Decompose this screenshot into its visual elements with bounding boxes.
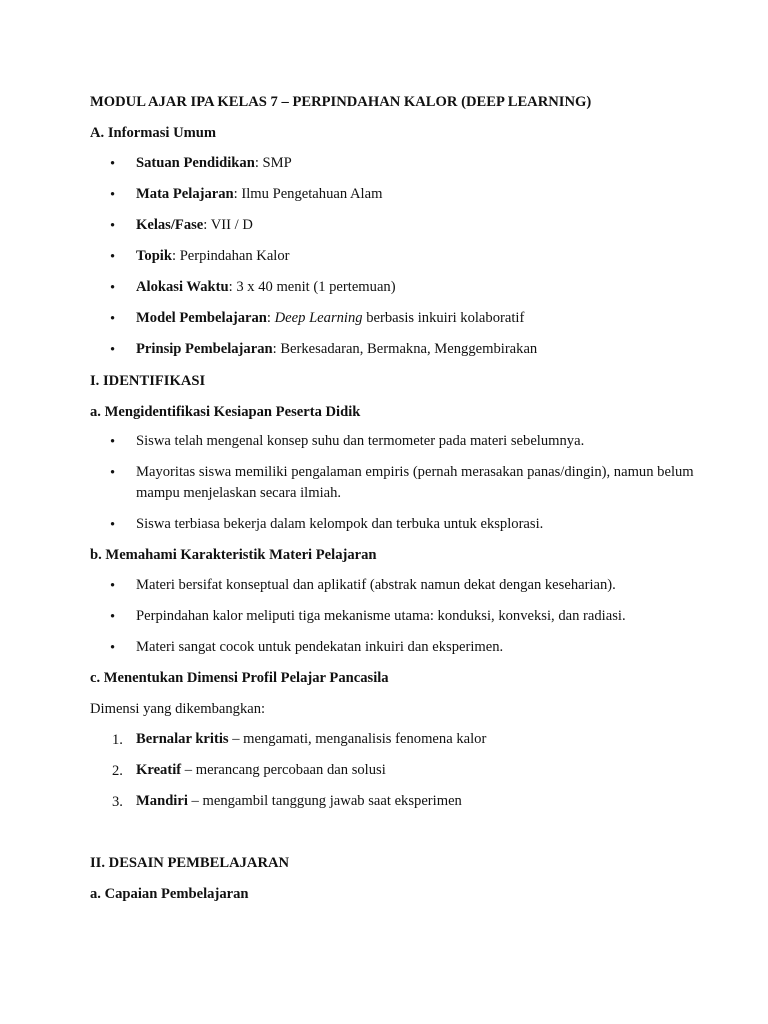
sub-ii-a-heading: a. Capaian Pembelajaran (90, 886, 249, 902)
list-item: Perpindahan kalor meliputi tiga mekanisme utama: konduksi, konveksi, dan radiasi. (136, 608, 626, 624)
dimension-text: – mengamati, menganalisis fenomena kalor (228, 731, 487, 747)
info-label: Kelas/Fase (136, 217, 204, 233)
bullet: • (110, 187, 116, 203)
info-value: SMP (262, 155, 292, 171)
document-title: MODUL AJAR IPA KELAS 7 – PERPINDAHAN KALOR (DEEP LEARNING) (90, 94, 592, 110)
bullet: • (110, 465, 116, 481)
info-value: Ilmu Pengetahuan Alam (241, 186, 383, 202)
list-item: Mayoritas siswa memiliki pengalaman empiris (pernah merasakan panas/dingin), namun belum mampu menjelaskan secara ilmiah. (136, 464, 694, 501)
list-number: 2. (112, 763, 123, 779)
section-ii-heading: II. DESAIN PEMBELAJARAN (90, 855, 290, 871)
list-number: 1. (112, 732, 123, 748)
dimension-label: Mandiri (136, 793, 188, 809)
info-value: berbasis inkuiri kolaboratif (362, 310, 525, 326)
info-value-italic: Deep Learning (274, 310, 363, 326)
list-item: Siswa terbiasa bekerja dalam kelompok dan terbuka untuk eksplorasi. (136, 516, 544, 532)
info-sep: : (272, 341, 281, 357)
dimension-text: – merancang percobaan dan solusi (181, 762, 386, 778)
info-item-mapel (136, 184, 696, 205)
info-sep: : (233, 186, 242, 202)
info-sep: : (171, 248, 180, 264)
bullet: • (110, 218, 116, 234)
info-item-satuan (136, 153, 696, 174)
list-item: Siswa telah mengenal konsep suhu dan termometer pada materi sebelumnya. (136, 433, 585, 449)
list-item (136, 760, 696, 781)
bullet: • (110, 280, 116, 296)
info-sep: : (228, 279, 237, 295)
info-label: Satuan Pendidikan (136, 155, 255, 171)
info-item-kelas (136, 215, 696, 236)
info-label: Prinsip Pembelajaran (136, 341, 273, 357)
info-sep: : (203, 217, 211, 233)
info-value: Perpindahan Kalor (179, 248, 290, 264)
list-item (136, 791, 696, 812)
section-i-heading: I. IDENTIFIKASI (90, 373, 206, 389)
bullet: • (110, 517, 116, 533)
bullet: • (110, 578, 116, 594)
bullet: • (110, 434, 116, 450)
dimension-text: – mengambil tanggung jawab saat eksperimen (187, 793, 462, 809)
sub-b-heading: b. Memahami Karakteristik Materi Pelajaran (90, 547, 377, 563)
list-item (136, 729, 696, 750)
info-label: Model Pembelajaran (136, 310, 267, 326)
info-item-waktu (136, 277, 696, 298)
info-item-topik (136, 246, 696, 267)
bullet: • (110, 609, 116, 625)
bullet: • (110, 311, 116, 327)
section-a-heading: A. Informasi Umum (90, 125, 217, 141)
info-value: Berkesadaran, Bermakna, Menggembirakan (280, 341, 538, 357)
info-sep: : (266, 310, 275, 326)
info-item-prinsip (136, 339, 696, 360)
info-sep: : (254, 155, 263, 171)
info-item-model (136, 308, 696, 329)
bullet: • (110, 156, 116, 172)
bullet: • (110, 342, 116, 358)
list-item: Materi sangat cocok untuk pendekatan inkuiri dan eksperimen. (136, 639, 504, 655)
list-number: 3. (112, 794, 123, 810)
info-label: Mata Pelajaran (136, 186, 234, 202)
dimension-intro: Dimensi yang dikembangkan: (90, 701, 266, 717)
list-item: Materi bersifat konseptual dan aplikatif (abstrak namun dekat dengan keseharian). (136, 577, 616, 593)
info-label: Alokasi Waktu (136, 279, 229, 295)
sub-a-heading: a. Mengidentifikasi Kesiapan Peserta Didik (90, 404, 361, 420)
bullet: • (110, 640, 116, 656)
info-value: VII / D (210, 217, 253, 233)
bullet: • (110, 249, 116, 265)
dimension-label: Kreatif (136, 762, 182, 778)
info-label: Topik (136, 248, 172, 264)
sub-c-heading: c. Menentukan Dimensi Profil Pelajar Pancasila (90, 670, 389, 686)
dimension-label: Bernalar kritis (136, 731, 229, 747)
info-value: 3 x 40 menit (1 pertemuan) (236, 279, 396, 295)
